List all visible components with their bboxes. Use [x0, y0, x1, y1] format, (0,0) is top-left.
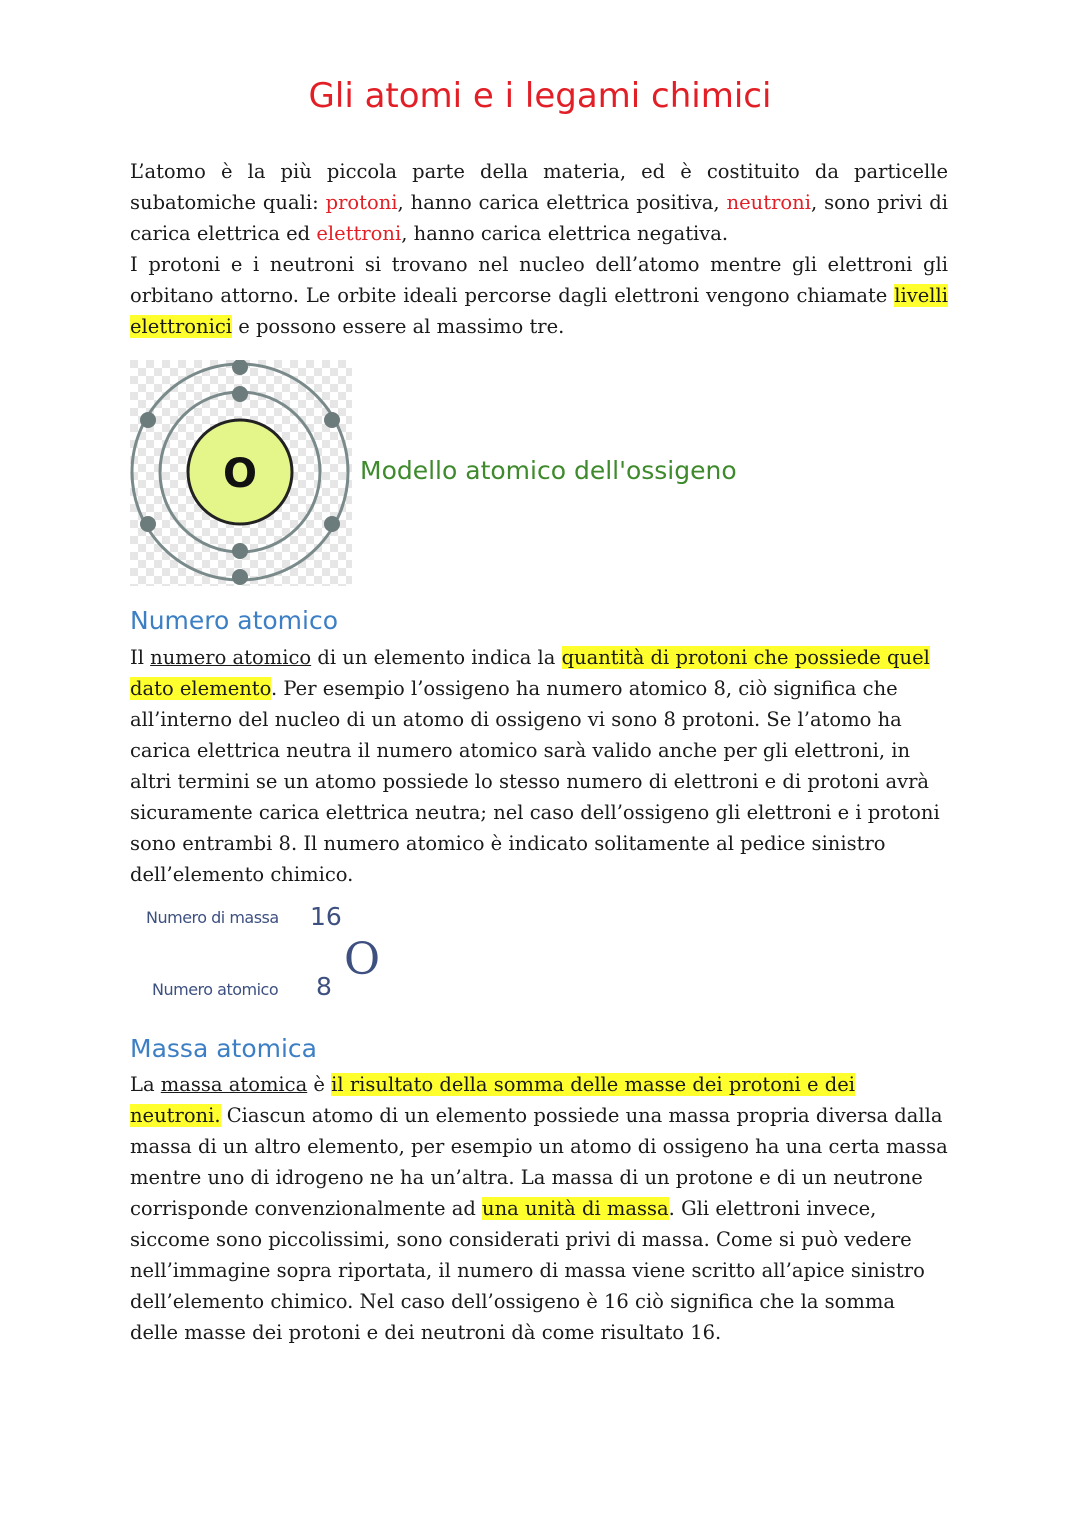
- numero-atomico-paragraph: [130, 642, 948, 890]
- highlight-quantita-protoni: quantità di protoni che possiede quel dato elemento: [130, 646, 930, 700]
- intro-text: , hanno carica elettrica negativa.: [401, 222, 729, 245]
- body-text: Ciascun atomo di un elemento possiede una massa propria diversa dalla massa di un altro elemento, per esempio un atomo di ossigeno ha una certa massa mentre uno di idrogeno ne ha un’altra. La massa di un protone e di un neutrone corrisponde convenzionalmente ad: [130, 1104, 948, 1220]
- atomic-number-value: 8: [316, 972, 332, 1001]
- intro-paragraph-1: [130, 156, 948, 249]
- electron: [232, 569, 248, 585]
- highlight-somma-masse: il risultato della somma delle masse dei protoni e dei neutroni.: [130, 1073, 855, 1127]
- intro-text: L’atomo è la più piccola parte della materia, ed è costituito da particelle subatomiche quali:: [130, 160, 948, 214]
- body-text: . Per esempio l’ossigeno ha numero atomico 8, ciò significa che all’interno del nucleo di un atomo di ossigeno vi sono 8 protoni. Se l’atomo ha carica elettrica neutra il numero atomico sarà valido anche per gli elettroni, in altri termini se un atomo possiede lo stesso numero di elettroni e di protoni avrà sicuramente carica elettrica neutra; nel caso dell’ossigeno gli elettroni e i protoni sono entrambi 8. Il numero atomico è indicato solitamente al pedice sinistro dell’elemento chimico.: [130, 677, 940, 886]
- mass-number-label: Numero di massa: [146, 908, 279, 927]
- highlight-unita-massa: una unità di massa: [482, 1197, 669, 1220]
- atomic-number-label: Numero atomico: [152, 980, 279, 999]
- body-text: di un elemento indica la: [311, 646, 562, 669]
- term-numero-atomico: numero atomico: [150, 646, 312, 669]
- term-elettroni: elettroni: [316, 222, 402, 245]
- atom-svg: [130, 360, 352, 586]
- oxygen-atomic-model-diagram: [130, 360, 352, 586]
- body-text: è: [307, 1073, 332, 1096]
- highlight-livelli-elettronici: livelli elettronici: [130, 284, 948, 338]
- intro-text: , hanno carica elettrica positiva,: [397, 191, 727, 214]
- electron: [140, 412, 156, 428]
- term-protoni: protoni: [325, 191, 398, 214]
- intro-text: e possono essere al massimo tre.: [232, 315, 565, 338]
- body-text: Il: [130, 646, 151, 669]
- intro-text: , sono privi di carica elettrica ed: [130, 191, 949, 245]
- nucleus-symbol: O: [222, 451, 258, 497]
- electron: [232, 386, 248, 402]
- page-title: Gli atomi e i legami chimici: [308, 76, 772, 116]
- term-massa-atomica: massa atomica: [160, 1073, 308, 1096]
- term-neutroni: neutroni: [726, 191, 811, 214]
- body-text: La: [130, 1073, 161, 1096]
- intro-paragraph-2: [130, 249, 948, 342]
- heading-massa-atomica: Massa atomica: [130, 1034, 317, 1063]
- electron: [324, 412, 340, 428]
- intro-text: I protoni e i neutroni si trovano nel nucleo dell’atomo mentre gli elettroni gli orbitano attorno. Le orbite ideali percorse dagli elettroni vengono chiamate: [130, 253, 948, 307]
- massa-atomica-paragraph: [130, 1069, 948, 1348]
- element-symbol: O: [344, 934, 381, 985]
- electron: [324, 516, 340, 532]
- electron: [140, 516, 156, 532]
- mass-number-value: 16: [310, 902, 342, 931]
- heading-numero-atomico: Numero atomico: [130, 606, 339, 635]
- electron: [232, 543, 248, 559]
- element-notation: [140, 900, 400, 1010]
- diagram-caption: Modello atomico dell'ossigeno: [360, 456, 737, 485]
- body-text: . Gli elettroni invece, siccome sono piccolissimi, sono considerati privi di massa. Come si può vedere nell’immagine sopra riportata, il numero di massa viene scritto all’apice sinistro dell’elemento chimico. Nel caso dell’ossigeno è 16 ciò significa che la somma delle masse dei protoni e dei neutroni dà come risultato 16.: [130, 1197, 925, 1344]
